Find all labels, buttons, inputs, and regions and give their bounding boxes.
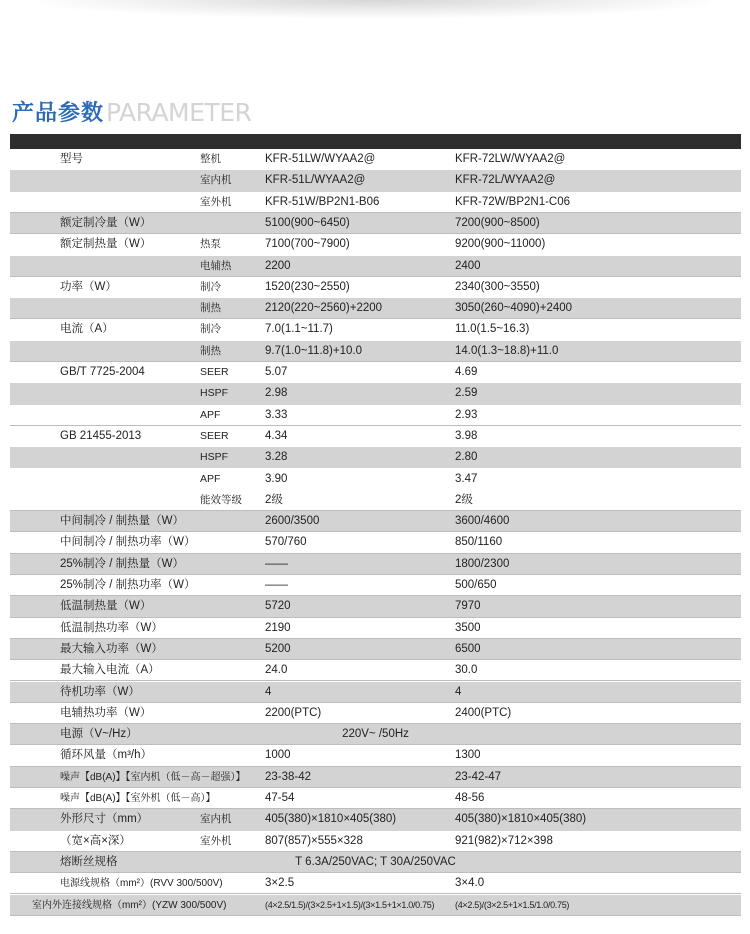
- row-value-model-51: 2200: [265, 259, 291, 272]
- table-row: [10, 298, 741, 319]
- row-value-model-72: KFR-72L/WYAA2@: [455, 174, 556, 187]
- table-row: [10, 873, 741, 894]
- row-value-model-51: 2190: [265, 621, 291, 634]
- section-heading: [12, 96, 251, 130]
- row-sublabel: 室外机: [200, 834, 232, 847]
- row-value-model-51: 7.0(1.1~11.7): [265, 323, 333, 336]
- table-row: [10, 554, 741, 575]
- row-label: 最大输入电流（A）: [60, 664, 160, 677]
- row-value-model-72: KFR-72W/BP2N1-C06: [455, 195, 571, 208]
- table-row: [10, 405, 741, 426]
- row-value-model-51: 2600/3500: [265, 515, 320, 528]
- row-value-model-72: 2.80: [455, 451, 478, 464]
- row-value-model-72: 14.0(1.3~18.8)+11.0: [455, 344, 559, 357]
- table-row: [10, 490, 741, 511]
- table-row: [10, 532, 741, 553]
- row-label: 型号: [60, 153, 83, 165]
- row-label: 待机功率（W）: [60, 685, 140, 698]
- row-value-model-51: 5.07: [265, 366, 288, 378]
- row-label: 噪声【dB(A)】【室外机（低－高）】: [60, 793, 216, 804]
- row-sublabel: 制冷: [200, 280, 221, 293]
- row-label: 电源线规格（mm²）(RVV 300/500V): [60, 878, 223, 890]
- table-row: [10, 170, 741, 191]
- row-value-model-72: 30.0: [455, 664, 478, 677]
- row-value-model-72: 2340(300~3550): [455, 280, 540, 293]
- top-shadow: [40, 0, 710, 18]
- row-sublabel: 能效等级: [200, 493, 242, 506]
- row-value-model-72: 3.47: [455, 472, 478, 485]
- row-value-model-51: KFR-51LW/WYAA2@: [265, 153, 376, 165]
- row-label: 室内外连接线规格（mm²）(YZW 300/500V): [32, 899, 227, 911]
- table-row: [10, 852, 741, 873]
- table-row: [10, 511, 741, 532]
- table-row: [10, 319, 741, 340]
- row-sublabel: 电辅热: [200, 259, 232, 272]
- row-value-model-51: 24.0: [265, 664, 288, 677]
- row-label: 电辅热功率（W）: [60, 706, 152, 719]
- row-label: GB 21455-2013: [60, 429, 142, 442]
- row-value-model-51: 2200(PTC): [265, 706, 322, 719]
- row-value-model-51: 2.98: [265, 387, 288, 400]
- table-row: [10, 788, 741, 809]
- row-value-model-51: 2级: [265, 493, 283, 506]
- row-sublabel: HSPF: [200, 387, 229, 400]
- row-value-model-72: 23-42-47: [455, 770, 502, 783]
- row-value-model-72: 2.93: [455, 408, 478, 421]
- row-label: 额定制冷量（W）: [60, 216, 152, 229]
- row-value-model-72: 921(982)×712×398: [455, 834, 553, 847]
- row-sublabel: 制热: [200, 302, 221, 315]
- row-value-model-72: KFR-72LW/WYAA2@: [455, 153, 566, 165]
- row-label: 电流（A）: [60, 323, 114, 336]
- row-value-model-72: 405(380)×1810×405(380): [455, 813, 587, 826]
- table-row: [10, 895, 741, 916]
- row-value-model-51: 5100(900~6450): [265, 216, 350, 229]
- row-value-model-51: 3.33: [265, 408, 288, 421]
- row-label: 最大输入功率（W）: [60, 642, 163, 655]
- row-value-model-72: 2级: [455, 493, 473, 506]
- table-row: [10, 149, 741, 170]
- table-row: [10, 724, 741, 745]
- row-value-model-51: 1520(230~2550): [265, 280, 350, 293]
- row-sublabel: APF: [200, 472, 221, 485]
- row-value-model-51: (4×2.5/1.5)/(3×2.5+1×1.5)/(3×1.5+1×1.0/0.75): [265, 899, 435, 910]
- row-value-merged: 220V~ /50Hz: [342, 728, 409, 741]
- row-value-model-72: 2400: [455, 259, 481, 272]
- row-value-model-51: ——: [265, 557, 288, 570]
- row-label: 噪声【dB(A)】【室内机（低－高－超强）】: [60, 771, 246, 783]
- row-value-model-51: 4: [265, 685, 272, 698]
- table-row: [10, 596, 741, 617]
- row-value-model-72: 3×4.0: [455, 877, 485, 890]
- row-value-model-51: 5200: [265, 642, 291, 655]
- row-value-model-72: 48-56: [455, 792, 485, 804]
- table-row: [10, 383, 741, 404]
- table-row: [10, 660, 741, 681]
- row-value-model-72: 6500: [455, 642, 481, 655]
- row-value-merged: T 6.3A/250VAC; T 30A/250VAC: [295, 855, 456, 868]
- row-sublabel: 室外机: [200, 195, 232, 208]
- row-value-model-51: 570/760: [265, 536, 307, 549]
- table-row: [10, 362, 741, 383]
- row-value-model-72: (4×2.5)/(3×2.5+1×1.5/1.0/0.75): [455, 899, 570, 910]
- row-value-model-51: 807(857)×555×328: [265, 834, 363, 847]
- row-label: 25%制冷 / 制热功率（W）: [60, 579, 196, 591]
- table-row: [10, 447, 741, 468]
- row-value-model-51: 47-54: [265, 792, 295, 804]
- row-value-model-72: 2.59: [455, 387, 478, 400]
- table-row: [10, 703, 741, 724]
- row-sublabel: SEER: [200, 429, 229, 442]
- table-row: [10, 809, 741, 830]
- heading-en: PARAMETER: [106, 98, 252, 127]
- table-row: [10, 256, 741, 277]
- row-label: 低温制热功率（W）: [60, 621, 163, 634]
- row-value-model-72: 7200(900~8500): [455, 216, 540, 229]
- row-value-model-72: 3600/4600: [455, 515, 510, 528]
- table-row: [10, 192, 741, 213]
- row-sublabel: 热泵: [200, 238, 221, 251]
- row-sublabel: SEER: [200, 366, 229, 378]
- table-row: [10, 277, 741, 298]
- row-value-model-51: 9.7(1.0~11.8)+10.0: [265, 344, 362, 357]
- table-row: [10, 831, 741, 852]
- row-value-model-72: 500/650: [455, 579, 497, 591]
- row-label: 功率（W）: [60, 280, 117, 293]
- table-row: [10, 618, 741, 639]
- row-label: 中间制冷 / 制热量（W）: [60, 515, 184, 528]
- table-row: [10, 745, 741, 766]
- row-sublabel: HSPF: [200, 451, 229, 464]
- row-sublabel: 室内机: [200, 813, 232, 826]
- row-value-model-51: 23-38-42: [265, 770, 312, 783]
- row-value-model-72: 9200(900~11000): [455, 238, 546, 251]
- row-label: 循环风量（m³/h）: [60, 749, 152, 762]
- table-row: [10, 213, 741, 234]
- table-row: [10, 639, 741, 660]
- table-row: [10, 575, 741, 596]
- row-label: 额定制热量（W）: [60, 238, 152, 251]
- table-row: [10, 682, 741, 703]
- table-row: [10, 469, 741, 490]
- table-row: [10, 767, 741, 788]
- row-value-model-72: 3.98: [455, 429, 478, 442]
- row-label: （宽×高×深）: [60, 834, 131, 847]
- row-label: 中间制冷 / 制热功率（W）: [60, 536, 196, 549]
- row-sublabel: 制冷: [200, 323, 221, 336]
- row-sublabel: 制热: [200, 344, 221, 357]
- row-label: GB/T 7725-2004: [60, 366, 145, 378]
- row-value-model-51: 2120(220~2560)+2200: [265, 302, 383, 315]
- row-value-model-51: 3.90: [265, 472, 288, 485]
- row-value-model-51: KFR-51L/WYAA2@: [265, 174, 366, 187]
- row-sublabel: 整机: [200, 153, 221, 165]
- table-row: [10, 341, 741, 362]
- row-value-model-51: 405(380)×1810×405(380): [265, 813, 397, 826]
- row-label: 外形尺寸（mm）: [60, 813, 149, 826]
- row-label: 25%制冷 / 制热量（W）: [60, 557, 184, 570]
- table-row: [10, 234, 741, 255]
- row-label: 电源（V~/Hz）: [60, 728, 138, 741]
- row-value-model-72: 1300: [455, 749, 481, 762]
- row-value-model-51: 4.34: [265, 429, 288, 442]
- row-value-model-51: ——: [265, 579, 288, 591]
- row-value-model-72: 3050(260~4090)+2400: [455, 302, 573, 315]
- row-value-model-51: 3×2.5: [265, 877, 295, 890]
- row-value-model-72: 3500: [455, 621, 481, 634]
- row-value-model-72: 1800/2300: [455, 557, 510, 570]
- row-value-model-72: 850/1160: [455, 536, 503, 549]
- row-sublabel: APF: [200, 408, 221, 421]
- table-header-bar: [10, 134, 741, 149]
- row-value-model-72: 11.0(1.5~16.3): [455, 323, 530, 336]
- table-row: [10, 426, 741, 447]
- row-value-model-51: 3.28: [265, 451, 288, 464]
- row-label: 熔断丝规格: [60, 855, 118, 868]
- row-label: 低温制热量（W）: [60, 600, 152, 613]
- row-value-model-72: 4.69: [455, 366, 478, 378]
- row-value-model-72: 2400(PTC): [455, 706, 512, 719]
- row-sublabel: 室内机: [200, 174, 232, 187]
- row-value-model-72: 4: [455, 685, 462, 698]
- row-value-model-51: 7100(700~7900): [265, 238, 350, 251]
- row-value-model-51: 1000: [265, 749, 291, 762]
- row-value-model-51: 5720: [265, 600, 291, 613]
- row-value-model-72: 7970: [455, 600, 481, 613]
- heading-cn: 产品参数: [12, 101, 105, 126]
- row-value-model-51: KFR-51W/BP2N1-B06: [265, 195, 380, 208]
